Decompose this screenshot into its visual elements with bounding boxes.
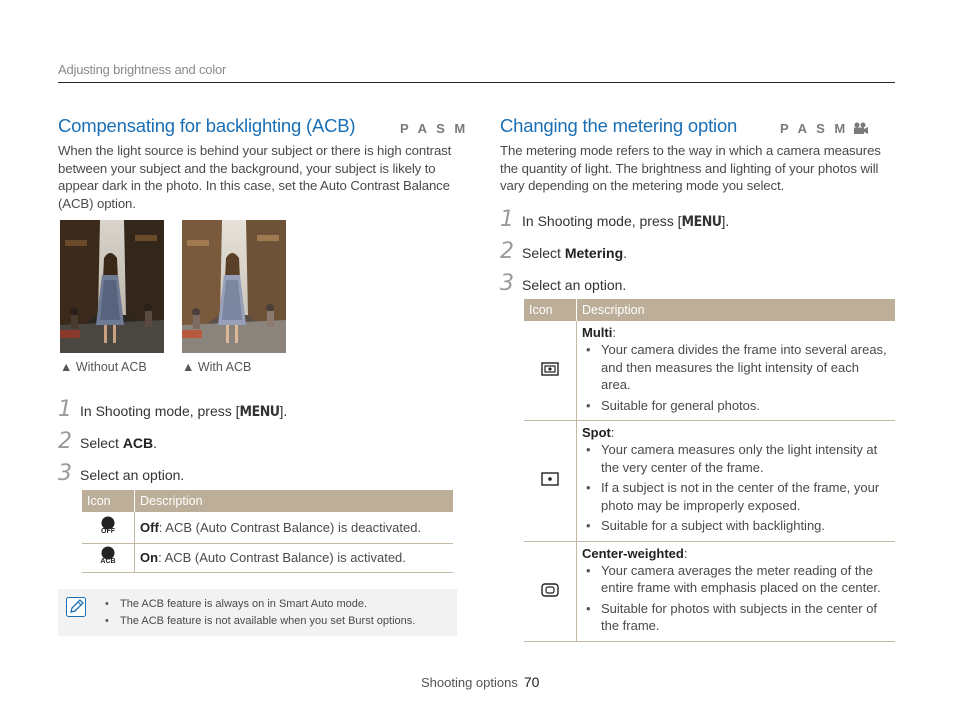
left-step-2: 2 Select ACB. (58, 429, 158, 454)
footer-label: Shooting options (421, 675, 518, 690)
option-name: Spot (582, 425, 611, 440)
metering-options-table (524, 299, 895, 642)
list-item: • The ACB feature is always on in Smart Auto mode. (101, 596, 451, 613)
page-number: 70 (523, 674, 540, 690)
right-intro-text: The metering mode refers to the way in which a camera measures the quantity of light. The brightness and lighting of your photos will vary depending on the metering mode you select. (500, 143, 881, 194)
spot-metering-icon (541, 472, 559, 489)
step-number: 2 (58, 429, 72, 454)
left-section-title: Compensating for backlighting (ACB) (58, 115, 356, 136)
option-description: : ACB (Auto Contrast Balance) is activated. (158, 550, 406, 565)
movie-mode-icon (853, 122, 869, 138)
table-header-icon: Icon (82, 490, 135, 512)
option-description: : ACB (Auto Contrast Balance) is deactivated. (158, 519, 422, 535)
step-number: 3 (58, 461, 72, 486)
note-pencil-icon (66, 597, 86, 617)
list-item: • The ACB feature is not available when you set Burst options. (101, 613, 451, 630)
right-step-1: 1 In Shooting mode, press [MENU]. (500, 207, 730, 232)
table-row: Center-weighted: • Your camera averages the meter reading of the entire frame with emphasis placed on the center. • Suitable for photos with subjects in the center of the frame. (524, 541, 895, 641)
table-header-icon: Icon (524, 299, 577, 321)
note-list (101, 596, 451, 630)
acb-off-icon: OFF (99, 516, 117, 536)
menu-key: MENU (239, 404, 280, 420)
right-mode-indicators: P A S M (780, 121, 869, 138)
header-section-title: Adjusting brightness and color (58, 62, 227, 77)
option-name: Multi (582, 325, 613, 340)
multi-metering-icon (541, 362, 559, 379)
caption-without-acb: ▲ Without ACB (60, 360, 147, 374)
menu-key: MENU (681, 214, 722, 230)
acb-options-table (82, 490, 453, 573)
option-name: Center-weighted (582, 545, 684, 561)
caption-with-acb: ▲ With ACB (182, 360, 252, 374)
left-step-1: 1 In Shooting mode, press [MENU]. (58, 397, 288, 422)
list-item: • Your camera divides the frame into several areas, and then measures the light intensity of each area. (582, 341, 889, 394)
list-item: • Your camera averages the meter reading of the entire frame with emphasis placed on the center. (582, 562, 889, 597)
list-item: • Your camera measures only the light intensity at the very center of the frame. (582, 441, 889, 476)
table-row: Multi: • Your camera divides the frame into several areas, and then measures the light intensity of each area. • Suitable for general photos. (524, 321, 895, 421)
step-number: 2 (500, 239, 514, 264)
list-item: • Suitable for general photos. (582, 397, 889, 415)
left-step-3: 3 Select an option. (58, 461, 185, 486)
table-row (82, 543, 453, 572)
table-row: Spot: • Your camera measures only the light intensity at the very center of the frame. • If a subject is not in the center of the frame, your photo may be improperly exposed. • Suitable for a subject with backlighting. (524, 421, 895, 542)
table-row (82, 512, 453, 543)
header-rule (58, 82, 895, 83)
right-step-2: 2 Select Metering. (500, 239, 628, 264)
table-header-description: Description (577, 299, 896, 321)
step-number: 3 (500, 271, 514, 296)
list-item: • Suitable for a subject with backlighting. (582, 517, 889, 535)
list-item: • Suitable for photos with subjects in the center of the frame. (582, 600, 889, 635)
right-section-title: Changing the metering option (500, 115, 738, 136)
table-header-description: Description (135, 490, 454, 512)
option-name: On (140, 550, 159, 565)
center-weighted-metering-icon (541, 583, 559, 600)
left-intro-text: When the light source is behind your subject or there is high contrast between your subject and the background, your subject is likely to appear dark in the photo. In this case, set the Auto Contrast Balance (ACB) option. (58, 143, 452, 211)
option-name: Off (140, 519, 159, 535)
left-mode-indicators: P A S M (400, 121, 469, 136)
page-footer (421, 674, 539, 690)
acb-on-icon: ACB (99, 546, 117, 566)
step-number: 1 (58, 397, 72, 422)
right-step-3: 3 Select an option. (500, 271, 627, 296)
photo-with-acb (182, 220, 286, 353)
list-item: • If a subject is not in the center of the frame, your photo may be improperly exposed. (582, 479, 889, 514)
step-number: 1 (500, 207, 514, 232)
photo-without-acb (60, 220, 164, 353)
